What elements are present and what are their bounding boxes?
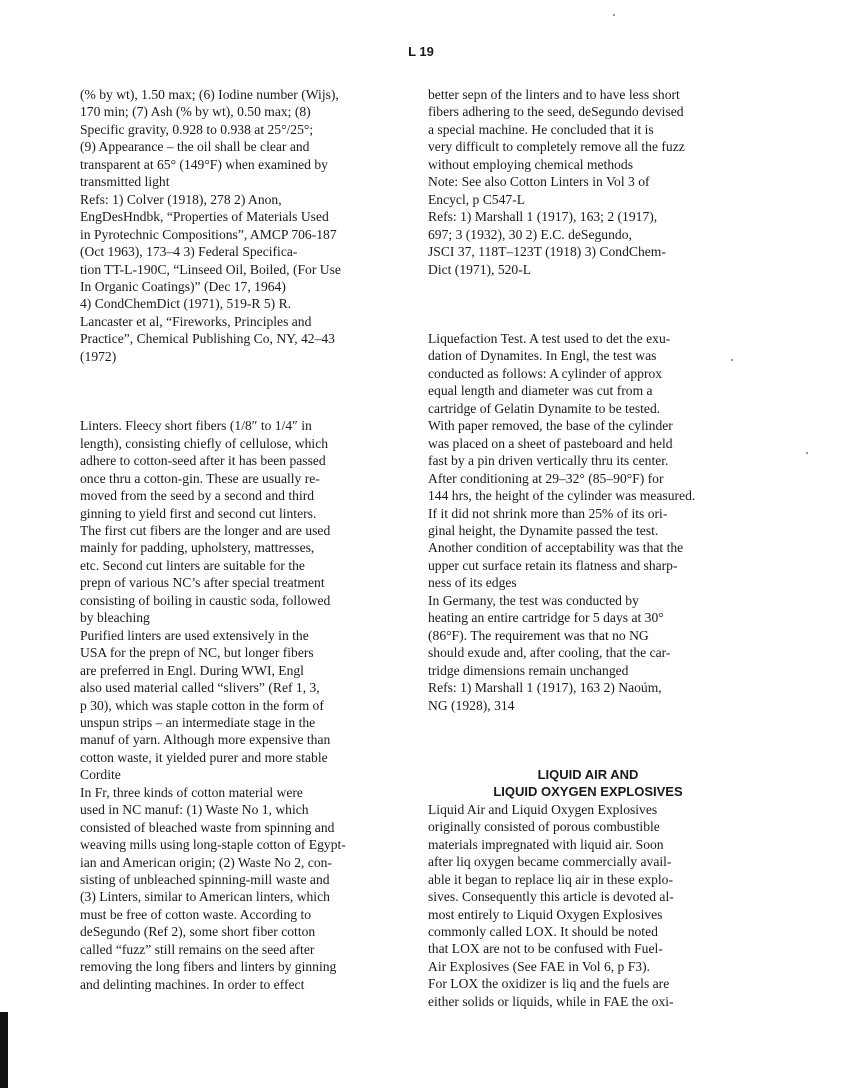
lox-line: Liquid Air and Liquid Oxygen Explosives	[428, 801, 658, 817]
lox-line: materials impregnated with liquid air. Soon	[428, 836, 664, 852]
lox-line: Air Explosives (See FAE in Vol 6, p F3).	[428, 958, 651, 974]
paragraph-linters-continued	[428, 86, 738, 278]
linters-line: deSegundo (Ref 2), some short fiber cotton	[80, 924, 316, 940]
linters-line: mainly for padding, upholstery, mattresses,	[80, 540, 315, 556]
linters-line: adhere to cotton-seed after it has been passed	[80, 453, 326, 469]
linters-line: once thru a cotton-gin. These are usually re-	[80, 470, 320, 486]
linters-line: Purified linters are used extensively in the	[80, 627, 309, 643]
linters-line: Linters. Fleecy short fibers (1/8″ to 1/4″ in	[80, 418, 312, 434]
linters-cont-line: Dict (1971), 520-L	[428, 261, 532, 277]
linters-line: etc. Second cut linters are suitable for the	[80, 557, 305, 573]
liquefaction-line: cartridge of Gelatin Dynamite to be tested.	[428, 400, 661, 416]
linters-line: unspun strips – an intermediate stage in the	[80, 714, 316, 730]
linters-line: The first cut fibers are the longer and are used	[80, 522, 331, 538]
paragraph-linseed-oil-spec	[80, 86, 380, 365]
liquefaction-line: ginal height, the Dynamite passed the test.	[428, 522, 659, 538]
linters-line: removing the long fibers and linters by ginning	[80, 959, 337, 975]
linters-cont-line: Refs: 1) Marshall 1 (1917), 163; 2 (1917),	[428, 209, 658, 225]
liquefaction-line: conducted as follows: A cylinder of approx	[428, 365, 663, 381]
p1-line: 170 min; (7) Ash (% by wt), 0.50 max; (8)	[80, 104, 311, 120]
right-column	[428, 86, 738, 1010]
liquefaction-line: tridge dimensions remain unchanged	[428, 662, 629, 678]
linters-cont-line: fibers adhering to the seed, deSegundo devised	[428, 104, 684, 120]
linters-line: consisted of bleached waste from spinning and	[80, 819, 335, 835]
linters-line: USA for the prepn of NC, but longer fibers	[80, 645, 314, 661]
liquefaction-line: Another condition of acceptability was that the	[428, 540, 684, 556]
paragraph-linters	[80, 417, 380, 993]
lox-line: most entirely to Liquid Oxygen Explosives	[428, 906, 663, 922]
liquefaction-line: NG (1928), 314	[428, 697, 515, 713]
liquefaction-line: (86°F). The requirement was that no NG	[428, 627, 649, 643]
linters-line: manuf of yarn. Although more expensive than	[80, 732, 331, 748]
scan-edge-bar	[0, 1012, 8, 1088]
linters-line: ginning to yield first and second cut linters.	[80, 505, 317, 521]
p1-line: Practice”, Chemical Publishing Co, NY, 42–43	[80, 331, 335, 347]
liquefaction-line: With paper removed, the base of the cylinder	[428, 418, 673, 434]
p1-line: (Oct 1963), 173–4 3) Federal Specifica-	[80, 244, 298, 260]
linters-cont-line: better sepn of the linters and to have less short	[428, 87, 680, 102]
liquefaction-line: After conditioning at 29–32° (85–90°F) for	[428, 470, 664, 486]
liquefaction-line: should exude and, after cooling, that the car-	[428, 645, 671, 661]
scan-speck	[613, 14, 615, 16]
linters-line: prepn of various NC’s after special treatment	[80, 575, 325, 591]
scan-speck	[806, 452, 808, 454]
linters-cont-line: Note: See also Cotton Linters in Vol 3 of	[428, 174, 650, 190]
liquefaction-line: In Germany, the test was conducted by	[428, 592, 639, 608]
linters-line: In Fr, three kinds of cotton material were	[80, 784, 303, 800]
linters-line: length), consisting chiefly of cellulose, which	[80, 435, 329, 451]
paragraph-liquefaction-test	[428, 330, 738, 714]
linters-line: are preferred in Engl. During WWI, Engl	[80, 662, 304, 678]
lox-line: able it began to replace liq air in these explo-	[428, 871, 673, 887]
linters-line: weaving mills using long-staple cotton of Egypt-	[80, 837, 346, 853]
p1-line: transmitted light	[80, 174, 170, 190]
p1-line: EngDesHndbk, “Properties of Materials Used	[80, 209, 329, 225]
p1-line: In Organic Coatings)” (Dec 17, 1964)	[80, 278, 286, 294]
lox-heading-line: LIQUID AIR AND	[537, 766, 639, 782]
p1-line: tion TT-L-190C, “Linseed Oil, Boiled, (For Use	[80, 261, 341, 277]
p1-line: Specific gravity, 0.928 to 0.938 at 25°/25°;	[80, 121, 314, 137]
p1-line: (% by wt), 1.50 max; (6) Iodine number (Wijs),	[80, 87, 339, 102]
linters-line: also used material called “slivers” (Ref 1, 3,	[80, 680, 320, 696]
liquefaction-line: If it did not shrink more than 25% of its ori-	[428, 505, 668, 521]
p1-line: 4) CondChemDict (1971), 519-R 5) R.	[80, 296, 292, 312]
linters-cont-line: 697; 3 (1932), 30 2) E.C. deSegundo,	[428, 226, 632, 242]
lox-heading-line: LIQUID OXYGEN EXPLOSIVES	[493, 784, 683, 800]
p1-line: (1972)	[80, 348, 117, 364]
linters-cont-line: very difficult to completely remove all the fuzz	[428, 139, 685, 155]
left-column	[80, 86, 380, 993]
lox-line: either solids or liquids, while in FAE the oxi-	[428, 993, 674, 1009]
linters-cont-line: a special machine. He concluded that it is	[428, 121, 654, 137]
lox-line: For LOX the oxidizer is liq and the fuels are	[428, 976, 670, 992]
liquefaction-line: 144 hrs, the height of the cylinder was measured.	[428, 488, 696, 504]
liquefaction-line: dation of Dynamites. In Engl, the test was	[428, 348, 657, 364]
linters-line: p 30), which was staple cotton in the form of	[80, 697, 324, 713]
lox-line: that LOX are not to be confused with Fuel-	[428, 941, 663, 957]
p1-line: Refs: 1) Colver (1918), 278 2) Anon,	[80, 191, 282, 207]
scan-speck	[731, 359, 733, 361]
liquefaction-line: Liquefaction Test. A test used to det the exu-	[428, 330, 671, 346]
p1-line: transparent at 65° (149°F) when examined by	[80, 156, 328, 172]
lox-line: commonly called LOX. It should be noted	[428, 924, 658, 940]
linters-line: ian and American origin; (2) Waste No 2, con-	[80, 854, 332, 870]
paragraph-lox	[428, 801, 738, 1010]
linters-line: used in NC manuf: (1) Waste No 1, which	[80, 802, 309, 818]
p1-line: (9) Appearance – the oil shall be clear and	[80, 139, 310, 155]
lox-line: originally consisted of porous combustible	[428, 819, 660, 835]
linters-cont-line: Encycl, p C547-L	[428, 191, 526, 207]
linters-cont-line: JSCI 37, 118T–123T (1918) 3) CondChem-	[428, 244, 666, 260]
linters-line: consisting of boiling in caustic soda, followed	[80, 592, 331, 608]
linters-line: must be free of cotton waste. According to	[80, 906, 312, 922]
p1-line: Lancaster et al, “Fireworks, Principles and	[80, 313, 312, 329]
liquefaction-line: was placed on a sheet of pasteboard and held	[428, 435, 673, 451]
liquefaction-line: heating an entire cartridge for 5 days at 30°	[428, 610, 664, 626]
linters-line: Cordite	[80, 767, 121, 783]
liquefaction-line: fast by a pin driven vertically thru its center.	[428, 453, 669, 469]
liquefaction-line: Refs: 1) Marshall 1 (1917), 163 2) Naoúm,	[428, 680, 662, 696]
section-heading-lox	[428, 766, 738, 801]
liquefaction-line: upper cut surface retain its flatness and sharp-	[428, 557, 678, 573]
liquefaction-line: equal length and diameter was cut from a	[428, 383, 653, 399]
linters-line: moved from the seed by a second and third	[80, 488, 315, 504]
p1-line: in Pyrotechnic Compositions”, AMCP 706-187	[80, 226, 337, 242]
linters-line: cotton waste, it yielded purer and more stable	[80, 749, 328, 765]
lox-line: sives. Consequently this article is devoted al-	[428, 889, 674, 905]
linters-cont-line: without employing chemical methods	[428, 156, 634, 172]
liquefaction-line: ness of its edges	[428, 575, 517, 591]
linters-line: (3) Linters, similar to American linters, which	[80, 889, 330, 905]
lox-line: after liq oxygen became commercially avail-	[428, 854, 672, 870]
linters-line: by bleaching	[80, 610, 150, 626]
linters-line: sisting of unbleached spinning-mill waste and	[80, 872, 330, 888]
page-number: L 19	[408, 44, 434, 59]
linters-line: and delinting machines. In order to effect	[80, 976, 305, 992]
linters-line: called “fuzz” still remains on the seed after	[80, 941, 315, 957]
